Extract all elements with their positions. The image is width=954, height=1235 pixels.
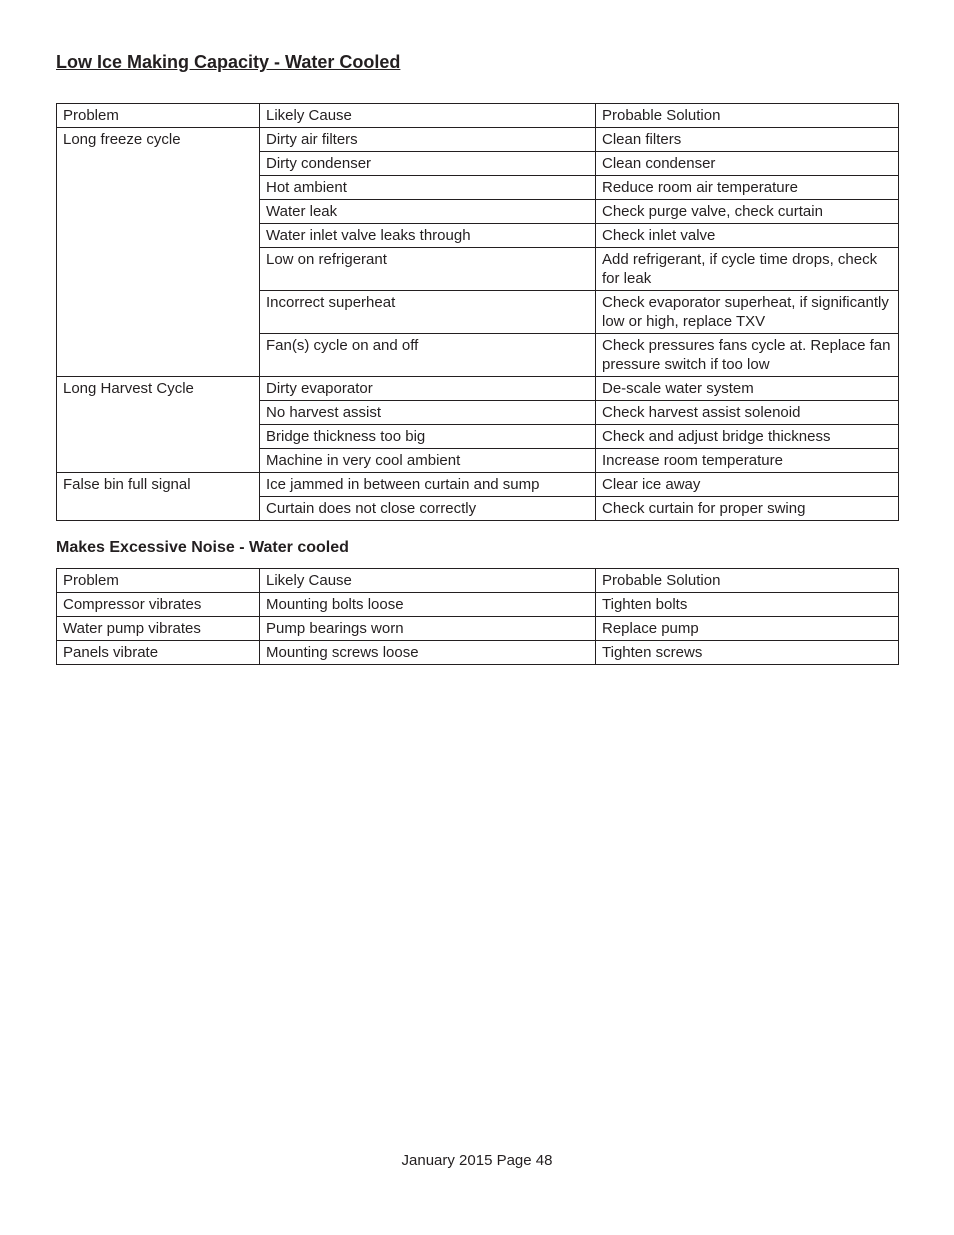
solution-cell: Add refrigerant, if cycle time drops, check for leak <box>596 248 899 291</box>
solution-cell: Clean filters <box>596 128 899 152</box>
header-problem: Problem <box>57 104 260 128</box>
solution-cell: De-scale water system <box>596 377 899 401</box>
solution-cell: Clear ice away <box>596 473 899 497</box>
section-title-excessive-noise: Makes Excessive Noise - Water cooled <box>56 539 349 556</box>
table-row <box>57 641 899 665</box>
solution-cell: Check harvest assist solenoid <box>596 401 899 425</box>
troubleshooting-table-low-ice-capacity <box>56 103 899 521</box>
cause-cell: Mounting screws loose <box>260 641 596 665</box>
header-likely-cause: Likely Cause <box>260 569 596 593</box>
cause-cell: Water inlet valve leaks through <box>260 224 596 248</box>
cause-cell: Mounting bolts loose <box>260 593 596 617</box>
solution-cell: Reduce room air temperature <box>596 176 899 200</box>
solution-cell: Increase room temperature <box>596 449 899 473</box>
cause-cell: Curtain does not close correctly <box>260 497 596 521</box>
page-footer: January 2015 Page 48 <box>401 1152 553 1169</box>
cause-cell: Dirty air filters <box>260 128 596 152</box>
cause-cell: Machine in very cool ambient <box>260 449 596 473</box>
cause-cell: Water leak <box>260 200 596 224</box>
cause-cell: Dirty evaporator <box>260 377 596 401</box>
problem-cell: Long freeze cycle <box>57 128 260 377</box>
troubleshooting-table-excessive-noise <box>56 568 899 665</box>
solution-cell: Replace pump <box>596 617 899 641</box>
table-row <box>57 473 899 497</box>
header-probable-solution: Probable Solution <box>596 104 899 128</box>
solution-cell: Check curtain for proper swing <box>596 497 899 521</box>
cause-cell: Incorrect superheat <box>260 291 596 334</box>
table-header-row <box>57 569 899 593</box>
section-title-low-ice-capacity: Low Ice Making Capacity - Water Cooled <box>56 52 401 72</box>
cause-cell: Pump bearings worn <box>260 617 596 641</box>
cause-cell: Bridge thickness too big <box>260 425 596 449</box>
problem-cell: Long Harvest Cycle <box>57 377 260 473</box>
problem-cell: Compressor vibrates <box>57 593 260 617</box>
solution-cell: Check evaporator superheat, if significantly low or high, replace TXV <box>596 291 899 334</box>
cause-cell: Ice jammed in between curtain and sump <box>260 473 596 497</box>
cause-cell: Hot ambient <box>260 176 596 200</box>
solution-cell: Check purge valve, check curtain <box>596 200 899 224</box>
table-row <box>57 617 899 641</box>
cause-cell: Low on refrigerant <box>260 248 596 291</box>
table-header-row <box>57 104 899 128</box>
problem-cell: Panels vibrate <box>57 641 260 665</box>
cause-cell: No harvest assist <box>260 401 596 425</box>
solution-cell: Tighten screws <box>596 641 899 665</box>
header-probable-solution: Probable Solution <box>596 569 899 593</box>
table-row <box>57 593 899 617</box>
header-likely-cause: Likely Cause <box>260 104 596 128</box>
solution-cell: Clean condenser <box>596 152 899 176</box>
cause-cell: Fan(s) cycle on and off <box>260 334 596 377</box>
table-row <box>57 128 899 152</box>
table-row <box>57 377 899 401</box>
solution-cell: Check and adjust bridge thickness <box>596 425 899 449</box>
solution-cell: Check pressures fans cycle at. Replace fan pressure switch if too low <box>596 334 899 377</box>
problem-cell: Water pump vibrates <box>57 617 260 641</box>
header-problem: Problem <box>57 569 260 593</box>
solution-cell: Tighten bolts <box>596 593 899 617</box>
cause-cell: Dirty condenser <box>260 152 596 176</box>
problem-cell: False bin full signal <box>57 473 260 521</box>
solution-cell: Check inlet valve <box>596 224 899 248</box>
